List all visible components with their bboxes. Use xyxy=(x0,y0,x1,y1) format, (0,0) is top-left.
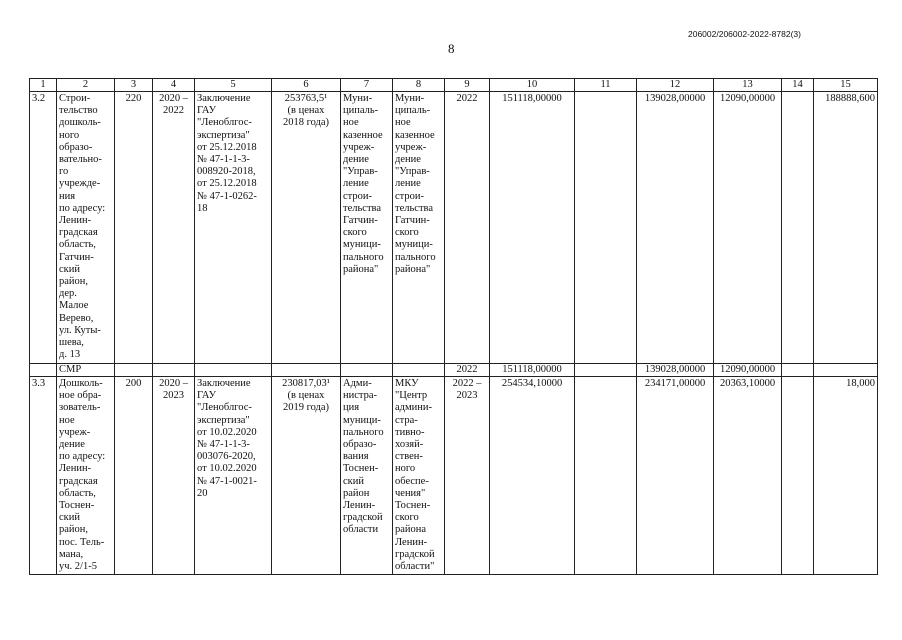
object-name: Строи- тельство дошколь- ного образо- вательно- го учрежде- ния по адресу: Ленин- градская область, Гатчин- ский район, дер. Малое Верево, ул. Куты- шева, д. 13 xyxy=(57,92,115,364)
column-number: 4 xyxy=(153,79,195,92)
column-number: 13 xyxy=(714,79,782,92)
column-14-value xyxy=(782,92,814,364)
capacity: 200 xyxy=(115,377,153,575)
column-number: 9 xyxy=(445,79,490,92)
local-budget-amount: 12090,00000 xyxy=(714,92,782,364)
financing-year: 2022 xyxy=(445,364,490,377)
developer: МКУ "Центр админи- стра- тивно- хозяй- ствен- ного обеспе- чения" Тоснен- ского района Ленин- градской области" xyxy=(393,377,445,575)
table-row xyxy=(30,92,878,364)
column-11-value xyxy=(575,377,637,575)
local-budget-amount: 12090,00000 xyxy=(714,364,782,377)
regional-budget-amount: 234171,00000 xyxy=(637,377,714,575)
regional-budget-amount: 139028,00000 xyxy=(637,364,714,377)
construction-period: 2020 – 2022 xyxy=(153,92,195,364)
row-number xyxy=(30,364,57,377)
developer: Муни- ципаль- ное казенное учреж- дение "Управ- ление строи- тельства Гатчин- ского муници- пального района" xyxy=(393,92,445,364)
estimated-cost xyxy=(272,364,341,377)
page-number: 8 xyxy=(448,41,455,56)
column-number: 2 xyxy=(57,79,115,92)
table-row xyxy=(30,377,878,575)
column-number: 5 xyxy=(195,79,272,92)
document-registration-number: 206002/206002-2022-8782(3) xyxy=(688,29,801,39)
column-11-value xyxy=(575,92,637,364)
column-number: 15 xyxy=(814,79,878,92)
column-number: 1 xyxy=(30,79,57,92)
estimated-cost: 253763,5¹ (в ценах 2018 года) xyxy=(272,92,341,364)
column-15-value xyxy=(814,364,878,377)
object-name: СМР xyxy=(57,364,115,377)
row-number: 3.2 xyxy=(30,92,57,364)
column-number: 12 xyxy=(637,79,714,92)
financing-year: 2022 – 2023 xyxy=(445,377,490,575)
object-name: Дошколь- ное обра- зователь- ное учреж- дение по адресу: Ленин- градская область, Тоснен- ский район, пос. Тель- мана, уч. 2/1-5 xyxy=(57,377,115,575)
column-15-value: 18,000 xyxy=(814,377,878,575)
total-amount: 151118,00000 xyxy=(490,364,575,377)
capacity xyxy=(115,364,153,377)
total-amount: 151118,00000 xyxy=(490,92,575,364)
column-11-value xyxy=(575,364,637,377)
developer xyxy=(393,364,445,377)
column-number: 3 xyxy=(115,79,153,92)
estimated-cost: 230817,03¹ (в ценах 2019 года) xyxy=(272,377,341,575)
column-number: 6 xyxy=(272,79,341,92)
investment-objects-table xyxy=(29,78,878,575)
customer xyxy=(341,364,393,377)
column-14-value xyxy=(782,377,814,575)
column-number: 14 xyxy=(782,79,814,92)
construction-period: 2020 – 2023 xyxy=(153,377,195,575)
row-number: 3.3 xyxy=(30,377,57,575)
column-number-row xyxy=(30,79,878,92)
expertise-conclusion: Заключение ГАУ "Леноблгос- экспертиза" от 25.12.2018 № 47-1-1-3- 008920-2018, от 25.12.2018 № 47-1-0262- 18 xyxy=(195,92,272,364)
column-14-value xyxy=(782,364,814,377)
column-number: 11 xyxy=(575,79,637,92)
column-number: 10 xyxy=(490,79,575,92)
column-number: 8 xyxy=(393,79,445,92)
column-15-value: 188888,600 xyxy=(814,92,878,364)
local-budget-amount: 20363,10000 xyxy=(714,377,782,575)
financing-year: 2022 xyxy=(445,92,490,364)
construction-period xyxy=(153,364,195,377)
total-amount: 254534,10000 xyxy=(490,377,575,575)
capacity: 220 xyxy=(115,92,153,364)
customer: Муни- ципаль- ное казенное учреж- дение "Управ- ление строи- тельства Гатчин- ского муници- пального района" xyxy=(341,92,393,364)
regional-budget-amount: 139028,00000 xyxy=(637,92,714,364)
table-row xyxy=(30,364,878,377)
customer: Адми- нистра- ция муници- пального образо- вания Тоснен- ский район Ленин- градской области xyxy=(341,377,393,575)
expertise-conclusion xyxy=(195,364,272,377)
expertise-conclusion: Заключение ГАУ "Леноблгос- экспертиза" от 10.02.2020 № 47-1-1-3- 003076-2020, от 10.02.2020 № 47-1-0021- 20 xyxy=(195,377,272,575)
column-number: 7 xyxy=(341,79,393,92)
